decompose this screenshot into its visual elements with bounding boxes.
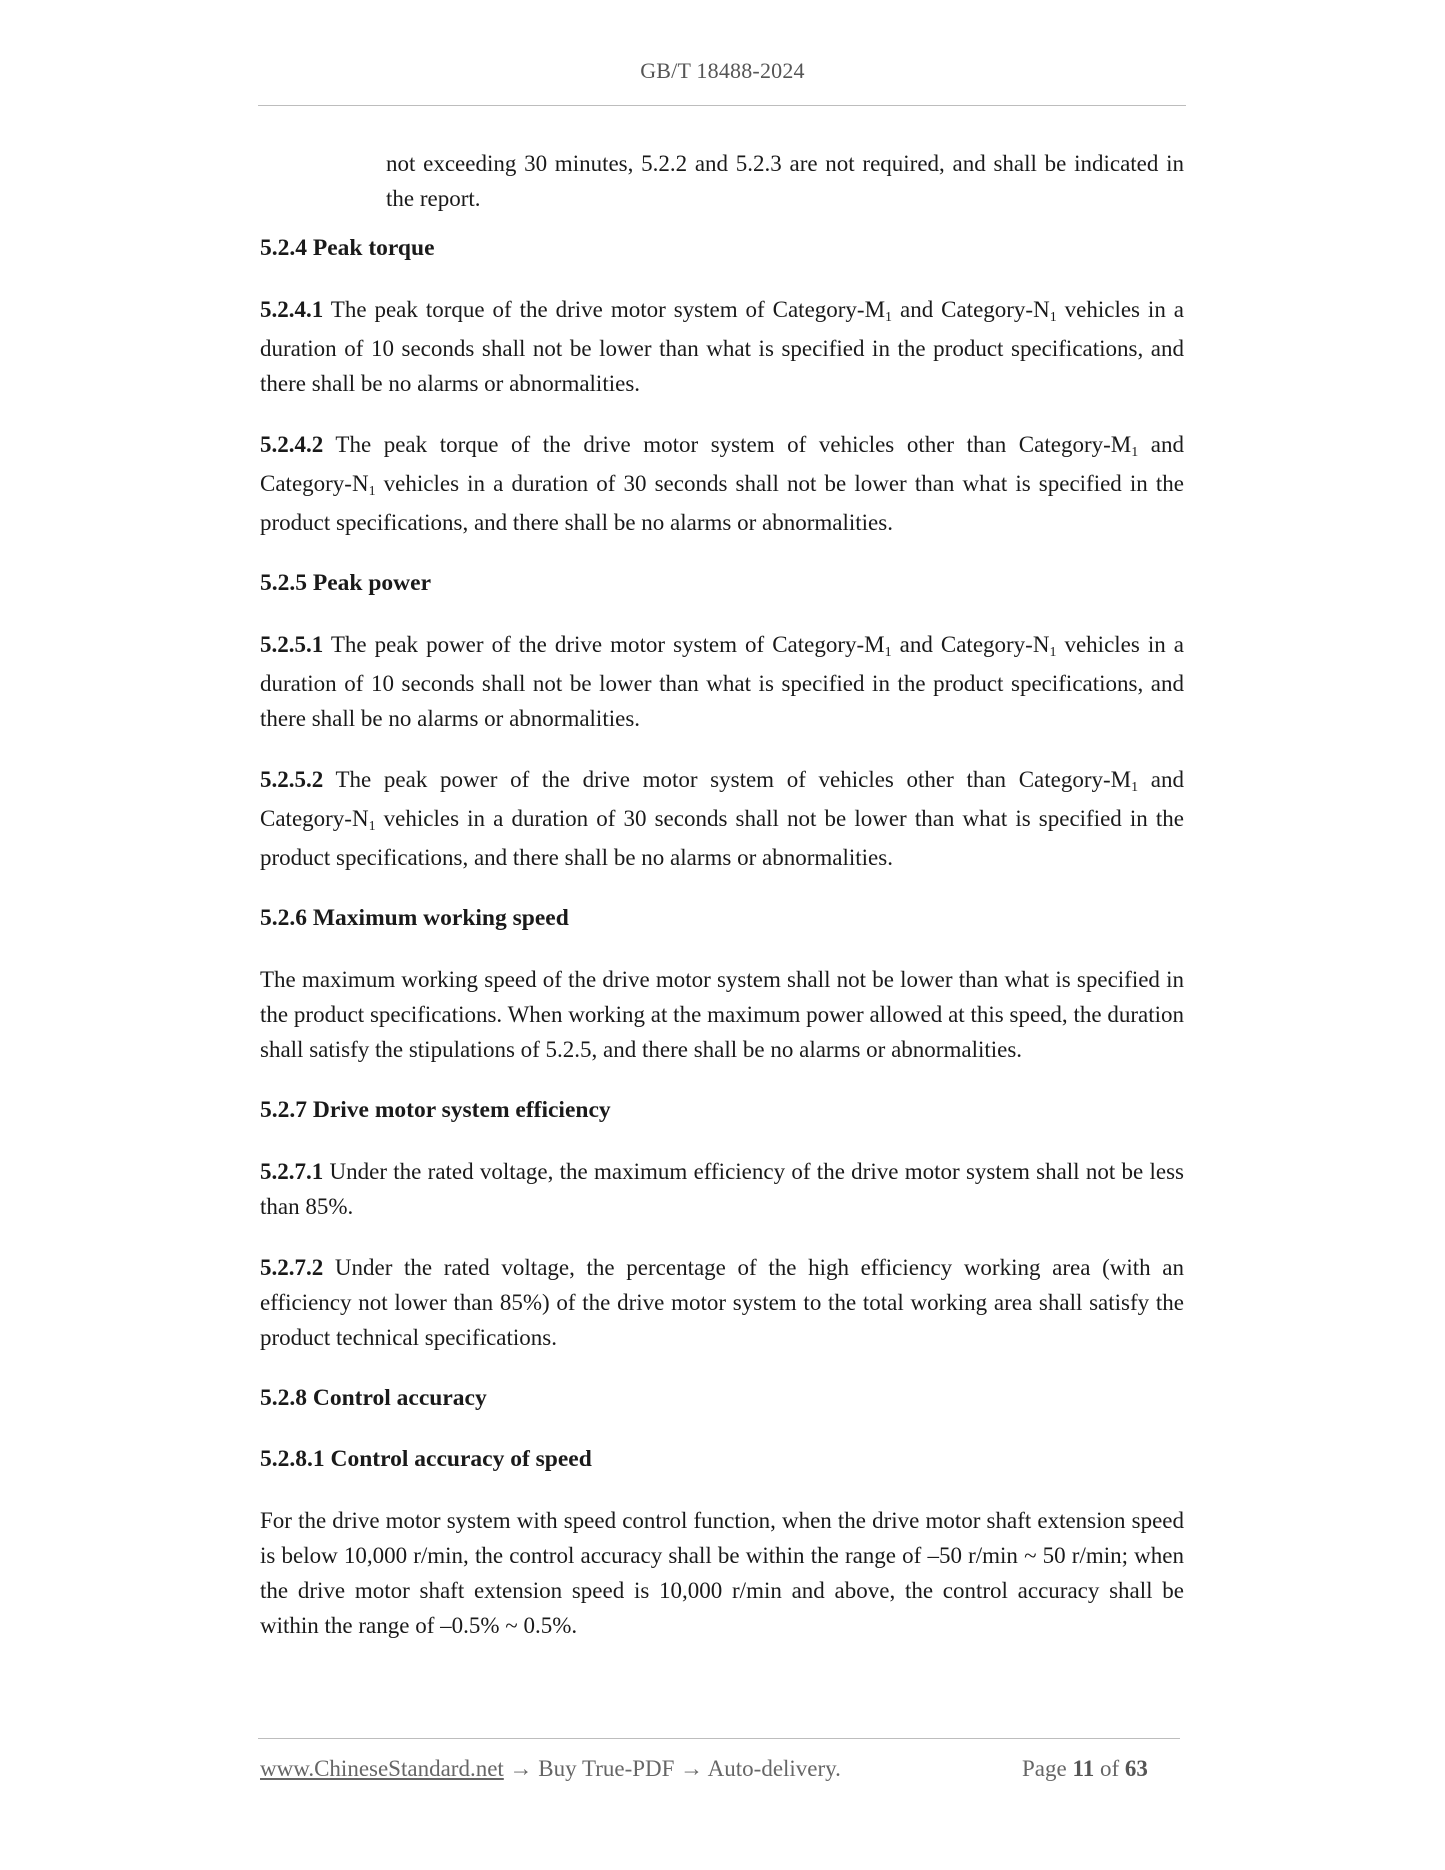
- page-indicator: [1022, 1756, 1148, 1782]
- page-label: Page: [1022, 1756, 1073, 1781]
- clause-5-2-5-2: [260, 762, 1184, 875]
- section-heading-5-2-6: 5.2.6 Maximum working speed: [260, 905, 569, 931]
- clause-text: and Category-N: [892, 297, 1050, 322]
- subscript: 1: [1131, 445, 1139, 460]
- clause-text: The peak power of the drive motor system of Category-M: [323, 632, 885, 657]
- subscript: 1: [1131, 780, 1139, 795]
- subscript: 1: [368, 484, 376, 499]
- clause-text: and Category-N: [260, 432, 1184, 496]
- clause-5-2-4-1: [260, 292, 1184, 401]
- clause-5-2-5-1: [260, 627, 1184, 736]
- footer-promo-text: → Buy True-PDF → Auto-delivery.: [503, 1756, 841, 1781]
- clause-number: 5.2.7.2: [260, 1255, 324, 1280]
- clause-number: 5.2.5.2: [260, 767, 324, 792]
- paragraph-5-2-6: The maximum working speed of the drive motor system shall not be lower than what is specified in the product specifications. When working at the maximum power allowed at this speed, the duration shall satisfy the stipulations of 5.2.5, and there shall be no alarms or abnormalities.: [260, 967, 1184, 1062]
- continued-paragraph: not exceeding 30 minutes, 5.2.2 and 5.2.3 are not required, and shall be indicated in the report.: [386, 151, 1184, 211]
- subscript: 1: [884, 645, 892, 660]
- clause-number: 5.2.4.2: [260, 432, 324, 457]
- subscript: 1: [368, 819, 376, 834]
- of-label: of: [1094, 1756, 1125, 1781]
- page-number: 11: [1072, 1756, 1095, 1781]
- section-heading-5-2-8-1: 5.2.8.1 Control accuracy of speed: [260, 1446, 592, 1472]
- clause-text: vehicles in a duration of 30 seconds shall not be lower than what is specified in the product specifications, and there shall be no alarms or abnormalities.: [260, 471, 1184, 535]
- clause-number: 5.2.4.1: [260, 297, 324, 322]
- section-heading-5-2-5: 5.2.5 Peak power: [260, 570, 432, 596]
- section-heading-5-2-8: 5.2.8 Control accuracy: [260, 1385, 487, 1411]
- clause-text: and Category-N: [260, 767, 1184, 831]
- clause-number: 5.2.5.1: [260, 632, 324, 657]
- subscript: 1: [1049, 645, 1057, 660]
- page-header-title: GB/T 18488-2024: [640, 58, 805, 83]
- clause-text: The peak torque of the drive motor system of Category-M: [323, 297, 886, 322]
- footer-divider: [258, 1738, 1180, 1739]
- website-link[interactable]: www.ChineseStandard.net: [260, 1756, 504, 1781]
- clause-number: 5.2.7.1: [260, 1159, 324, 1184]
- clause-5-2-4-2: [260, 427, 1184, 540]
- subscript: 1: [1049, 310, 1057, 325]
- subscript: 1: [885, 310, 893, 325]
- clause-text: Under the rated voltage, the maximum efficiency of the drive motor system shall not be less than 85%.: [260, 1159, 1184, 1219]
- footer-promo: [260, 1756, 841, 1782]
- section-heading-5-2-7: 5.2.7 Drive motor system efficiency: [260, 1097, 611, 1123]
- clause-text: The peak torque of the drive motor system of vehicles other than Category-M: [323, 432, 1132, 457]
- paragraph-5-2-8-1: For the drive motor system with speed control function, when the drive motor shaft extension speed is below 10,000 r/min, the control accuracy shall be within the range of –50 r/min ~ 50 r/min; when the drive motor shaft extension speed is 10,000 r/min and above, the control accuracy shall be within the range of –0.5% ~ 0.5%.: [260, 1508, 1184, 1638]
- clause-text: The peak power of the drive motor system of vehicles other than Category-M: [323, 767, 1132, 792]
- clause-text: vehicles in a duration of 30 seconds shall not be lower than what is specified in the product specifications, and there shall be no alarms or abnormalities.: [260, 806, 1184, 870]
- clause-text: Under the rated voltage, the percentage of the high efficiency working area (with an efficiency not lower than 85%) of the drive motor system to the total working area shall satisfy the product technical specifications.: [260, 1255, 1184, 1350]
- document-body: [260, 146, 1184, 1643]
- header-divider: [258, 105, 1186, 106]
- clause-5-2-7-1: [260, 1154, 1184, 1224]
- clause-text: vehicles in a duration of 10 seconds shall not be lower than what is specified in the product specifications, and there shall be no alarms or abnormalities.: [260, 632, 1184, 731]
- clause-text: and Category-N: [891, 632, 1050, 657]
- clause-5-2-7-2: [260, 1250, 1184, 1355]
- page-total: 63: [1124, 1756, 1148, 1781]
- clause-text: vehicles in a duration of 10 seconds shall not be lower than what is specified in the product specifications, and there shall be no alarms or abnormalities.: [260, 297, 1184, 396]
- section-heading-5-2-4: 5.2.4 Peak torque: [260, 235, 435, 261]
